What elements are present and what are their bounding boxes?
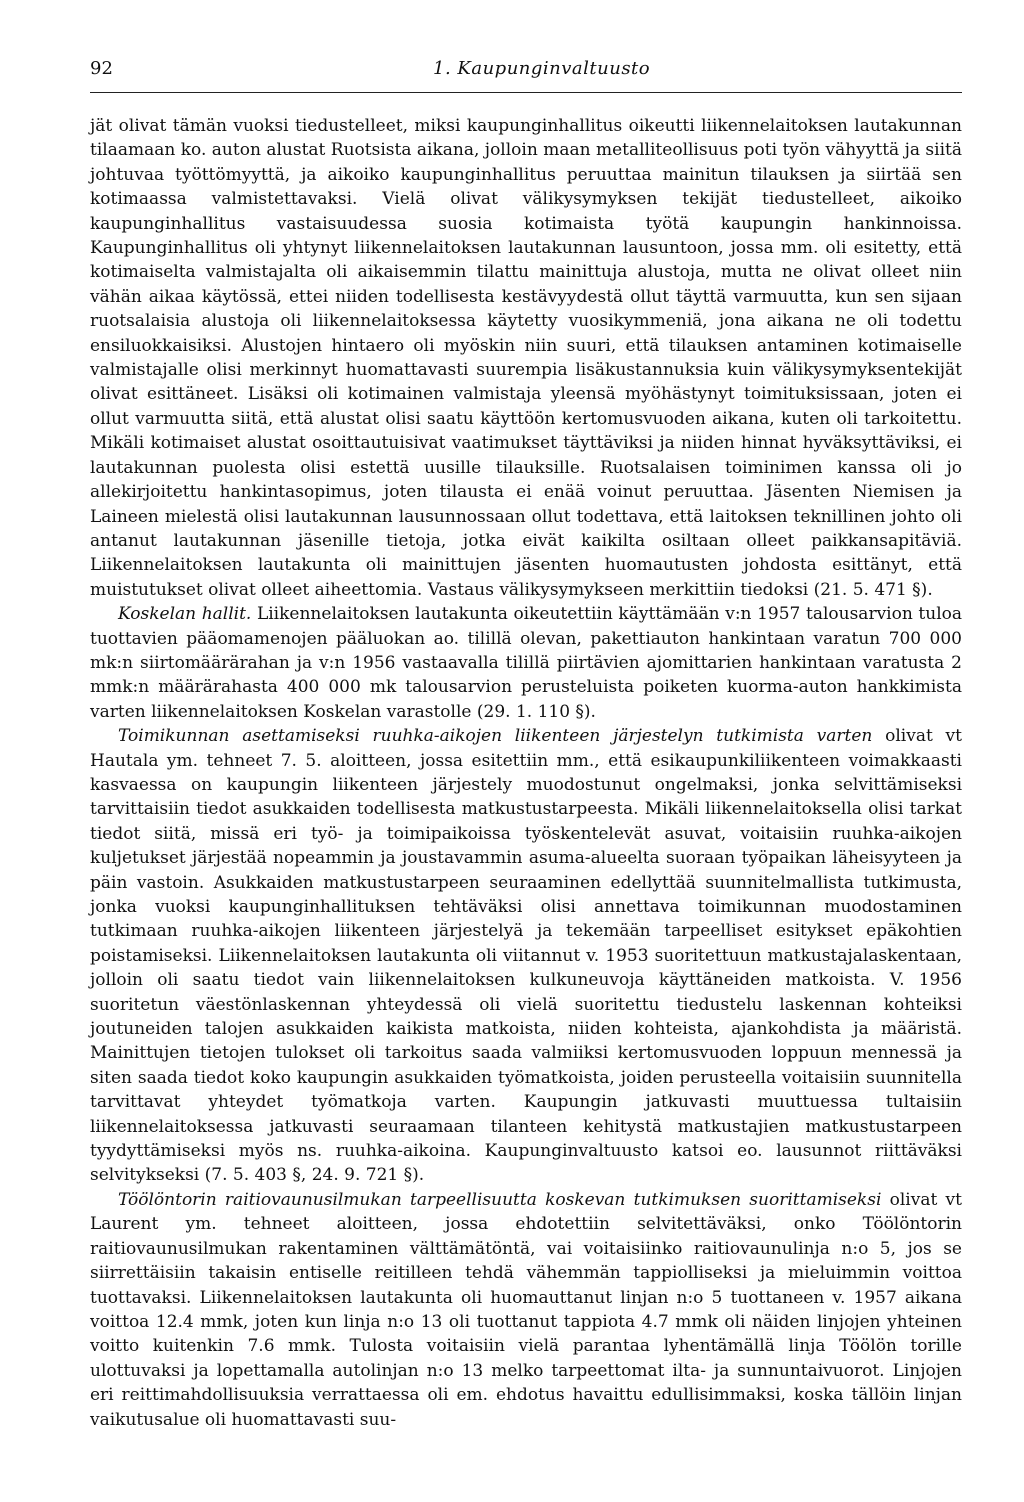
document-page <box>90 58 962 1458</box>
body-text <box>90 114 962 1432</box>
continuation-paragraph: jät olivat tämän vuoksi tiedustelleet, miksi kaupunginhallitus oikeutti liikennelaitoksen lautakunnan tilaamaan ko. auton alustat Ruotsista aikana, jolloin maan metalliteollisuus poti työn vähyyttä ja siitä johtuvaa työttömyyttä, ja aikoiko kaupunginhallitus peruuttaa mainitun tilauksen ja siirtää sen kotimaassa valmistettavaksi. Vielä olivat välikysymyksen tekijät tiedustelleet, aikoiko kaupunginhallitus vastaisuudessa suosia kotimaista työtä kaupungin hankinnoissa. Kaupunginhallitus oli yhtynyt liikennelaitoksen lautakunnan lausuntoon, jossa mm. oli esitetty, että kotimaiselta valmistajalta oli aikaisemmin tilattu mainittuja alustoja, mutta ne olivat olleet niin vähän aikaa käytössä, ettei niiden todellisesta kestävyydestä ollut täyttä varmuutta, kun sen sijaan ruotsalaisia alustoja oli liikennelaitoksessa käytetty vuosikymmeniä, jona aikana ne oli todettu ensiluokkaisiksi. Alustojen hintaero oli myöskin niin suuri, että tilauksen antaminen kotimaiselle valmistajalle olisi merkinnyt huomattavasti suurempia lisäkustannuksia kuin välikysymyksentekijät olivat esittäneet. Lisäksi oli kotimainen valmistaja yleensä myöhästynyt toimituksissaan, joten ei ollut varmuutta siitä, että alustat olisi saatu käyttöön kertomusvuoden aikana, kuten oli tarkoitettu. Mikäli kotimaiset alustat osoittautuisivat vaatimukset täyttäviksi ja niiden hinnat hyväksyttäviksi, ei lautakunnan puolesta olisi estettä uusille tilauksille. Ruotsalaisen toiminimen kanssa oli jo allekirjoitettu hankintasopimus, joten tilausta ei enää voinut peruuttaa. Jäsenten Niemisen ja Laineen mielestä olisi lautakunnan lausunnossaan ollut todettava, että laitoksen teknillinen johto oli antanut lautakunnan jäsenille tietoja, jotka eivät kaikilta osiltaan olleet paikkansapitäviä. Liikennelaitoksen lautakunta oli mainittujen jäsenten huomautusten johdosta esittänyt, että muistutukset olivat olleet aiheettomia. Vastaus välikysymykseen merkittiin tiedoksi (21. 5. 471 §). <box>90 116 962 600</box>
section-topic-title: Töölöntorin raitiovaunusilmukan tarpeellisuutta koskevan tutkimuksen suorittamiseksi <box>118 1189 882 1210</box>
running-header <box>90 58 962 93</box>
section-paragraph <box>90 1188 962 1432</box>
section-paragraph <box>90 602 962 724</box>
section-topic-title: Toimikunnan asettamiseksi ruuhka-aikojen liikenteen järjestelyn tutkimista varten <box>118 726 873 747</box>
section-text: olivat vt Laurent ym. tehneet aloitteen, jossa ehdotettiin selvitettäväksi, onko Töölöntorin raitiovaunusilmukan rakentaminen välttämätöntä, vai voitaisiinko raitiovaunulinja n:o 5, jos se siirrettäisiin takaisin entiselle reitilleen tehdä vähemmän tappiolliseksi ja mieluimmin voittoa tuottavaksi. Liikennelaitoksen lautakunta oli huomauttanut linjan n:o 5 tuottaneen v. 1957 aikana voittoa 12.4 mmk, joten kun linja n:o 13 oli tuottanut tappiota 4.7 mmk oli näiden linjojen yhteinen voitto kuitenkin 7.6 mmk. Tulosta voitaisiin vielä parantaa lyhentämällä linja Töölön torille ulottuvaksi ja lopettamalla autolinjan n:o 13 melko tarpeettomat ilta- ja sunnuntaivuorot. Linjojen eri reittimahdollisuuksia verrattaessa oli em. ehdotus havaittu edullisimmaksi, koska tällöin linjan vaikutusalue oli huomattavasti suu- <box>90 1189 962 1430</box>
section-ruuhka-aikojen-toimikunta <box>90 724 962 1188</box>
section-text: olivat vt Hautala ym. tehneet 7. 5. aloitteen, jossa esitettiin mm., että esikaupunkiliikenteen voimakkaasti kasvaessa on kaupungin liikenteen järjestely muodostunut ongelmaksi, jonka selvittämiseksi tarvittaisiin tiedot asukkaiden todellisesta matkustustarpeesta. Mikäli liikennelaitoksella olisi tarkat tiedot siitä, missä eri työ- ja toimipaikoissa työskentelevät asuvat, voitaisiin ruuhka-aikojen kuljetukset järjestää nopeammin ja joustavammin asuma-alueelta suoraan työpaikan läheisyyteen ja päin vastoin. Asukkaiden matkustustarpeen seuraaminen edellyttää suunnitelmallista tutkimusta, jonka vuoksi kaupunginhallituksen tehtäväksi olisi annettava toimikunnan muodostaminen tutkimaan ruuhka-aikojen liikenteen järjestelyä ja tekemään tarpeelliset esitykset epäkohtien poistamiseksi. Liikennelaitoksen lautakunta oli viitannut v. 1953 suoritettuun matkustajalaskentaan, jolloin oli saatu tiedot vain liikennelaitoksen kulkuneuvoja käyttäneiden matkoista. V. 1956 suoritetun väestönlaskennan yhteydessä oli vielä suoritettu tiedustelu laskennan kohteiksi joutuneiden talojen asukkaiden kaikista matkoista, niiden kohteista, ajankohdista ja määristä. Mainittujen tietojen tulokset oli tarkoitus saada valmiiksi kertomusvuoden loppuun mennessä ja siten saada tiedot koko kaupungin asukkaiden työmatkoista, joiden perusteella voitaisiin suunnitella tarvittavat yhteydet työmatkoja varten. Kaupungin jatkuvasti muuttuessa tultaisiin liikennelaitoksessa jatkuvasti seuraamaan tilanteen kehitystä matkustajien matkustustarpeen tyydyttämiseksi myös ns. ruuhka-aikoina. Kaupunginvaltuusto katsoi eo. lausunnot riittäväksi selvitykseksi (7. 5. 403 §, 24. 9. 721 §). <box>90 726 962 1186</box>
section-text: Liikennelaitoksen lautakunta oikeutettiin käyttämään v:n 1957 talousarvion tuloa tuottavien pääomamenojen pääluokan ao. tilillä olevan, pakettiauton hankintaan varatun 700 000 mk:n siirtomäärärahan ja v:n 1956 vastaavalla tilillä piirtävien ajomittarien hankintaan varatusta 2 mmk:n määrärahasta 400 000 mk talousarvion perusteluista poiketen kuorma-auton hankkimista varten liikennelaitoksen Koskelan varastolle (29. 1. 110 §). <box>90 604 962 722</box>
running-title: 1. Kaupunginvaltuusto <box>433 58 651 79</box>
section-topic-title: Koskelan hallit. <box>118 604 252 625</box>
page-number: 92 <box>90 58 113 79</box>
section-paragraph <box>90 724 962 1188</box>
section-toolontorin-silmukka <box>90 1188 962 1432</box>
section-koskelan-hallit <box>90 602 962 724</box>
